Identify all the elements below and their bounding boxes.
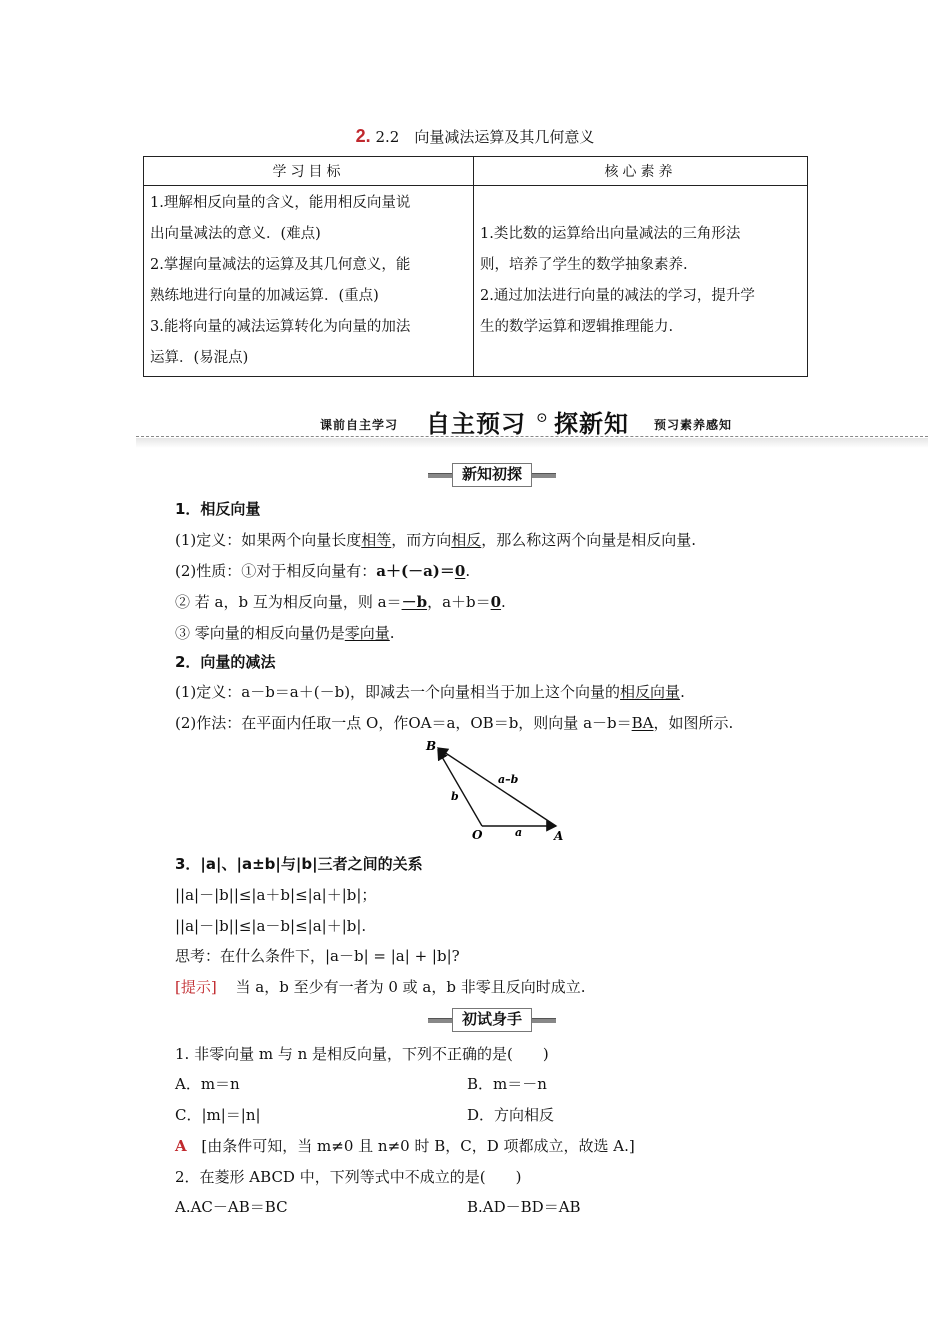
title-number: 2.: [355, 126, 371, 146]
goal-line: 2.掌握向量减法的运算及其几何意义，能: [150, 257, 411, 273]
label-a: a: [515, 826, 523, 839]
literacy-line: 2.通过加法进行向量的减法的学习，提升学: [480, 288, 755, 304]
heading-vector-subtraction: 2．向量的减法: [175, 653, 276, 671]
relation-2: ||a|－|b||≤|a－b|≤|a|＋|b|.: [175, 917, 367, 935]
label-O: O: [472, 828, 483, 842]
goal-line: 3.能将向量的减法运算转化为向量的加法: [150, 319, 411, 335]
answer-letter: A: [175, 1137, 187, 1155]
goal-line: 熟练地进行向量的加减运算．(重点): [150, 288, 379, 304]
vector-b-line: [438, 750, 482, 826]
question-1-stem: 1. 非零向量 m 与 n 是相反向量，下列不正确的是( ): [175, 1045, 549, 1063]
objectives-table: [143, 156, 808, 377]
answer-explanation: [由条件可知，当 m≠0 且 n≠0 时 B，C，D 项都成立，故选 A.]: [201, 1137, 635, 1155]
question-1-option-a: A．m＝n: [175, 1075, 240, 1093]
opposite-property-1: (2)性质：①对于相反向量有：a＋(－a)＝0.: [175, 562, 471, 580]
heading-opposite-vectors: 1．相反向量: [175, 500, 261, 518]
label-A: A: [554, 829, 564, 843]
goal-line: 运算．(易混点): [150, 350, 249, 366]
question-2-option-a: A.AC－AB＝BC: [175, 1198, 288, 1216]
header-learning-goals: 学习目标: [144, 157, 474, 186]
literacy-line: 1.类比数的运算给出向量减法的三角形法: [480, 226, 741, 242]
section-title: [0, 126, 950, 147]
preview-banner: [136, 404, 928, 444]
vector-subtraction-figure: [420, 738, 570, 844]
banner-center-1: 自主预习: [426, 410, 526, 438]
subtraction-definition: (1)定义：a－b＝a＋(－b)，即减去一个向量相当于加上这个向量的相反向量.: [175, 683, 685, 701]
section-tag-new-knowledge: 新知初探: [428, 463, 556, 485]
header-core-literacy: 核心素养: [474, 157, 808, 186]
question-1-option-c: C．|m|＝|n|: [175, 1106, 261, 1124]
opposite-definition: (1)定义：如果两个向量长度相等，而方向相反，那么称这两个向量是相反向量.: [175, 531, 697, 549]
relation-1: ||a|－|b||≤|a＋b|≤|a|＋|b|；: [175, 886, 377, 904]
vector-a-minus-b-line: [438, 748, 556, 826]
hint-text: 当 a，b 至少有一者为 0 或 a，b 非零且反向时成立.: [235, 978, 586, 996]
hint: [175, 976, 586, 997]
question-1-option-d: D．方向相反: [467, 1106, 555, 1124]
think-question: 思考：在什么条件下，|a－b| = |a| + |b|?: [175, 947, 460, 965]
question-2-option-b: B.AD－BD＝AB: [467, 1198, 581, 1216]
label-b: b: [451, 790, 459, 803]
literacy-line: 则，培养了学生的数学抽象素养.: [480, 257, 688, 273]
question-1-option-b: B．m＝－n: [467, 1075, 547, 1093]
question-2-stem: 2．在菱形 ABCD 中，下列等式中不成立的是( ): [175, 1168, 522, 1186]
question-1-answer: [175, 1135, 635, 1156]
banner-right: 预习素养感知: [654, 418, 733, 432]
section-tag-try: 初试身手: [428, 1008, 556, 1030]
banner-center-2: 探新知: [554, 410, 629, 438]
goal-line: 1.理解相反向量的含义，能用相反向量说: [150, 195, 411, 211]
literacy-line: 生的数学运算和逻辑推理能力.: [480, 319, 674, 335]
heading-magnitude-relation: 3．|a|、|a±b|与|b|三者之间的关系: [175, 855, 423, 873]
learning-goals-cell: [144, 186, 474, 377]
label-a-minus-b: a–b: [498, 773, 519, 786]
subtraction-construction: (2)作法：在平面内任取一点 O，作OA＝a，OB＝b，则向量 a－b＝BA，如图所示.: [175, 714, 734, 732]
opposite-property-3: ③ 零向量的相反向量仍是零向量.: [175, 624, 395, 642]
label-B: B: [426, 739, 437, 753]
title-text: 2.2 向量减法运算及其几何意义: [375, 128, 595, 146]
banner-left: 课前自主学习: [320, 418, 399, 432]
hint-label: [提示]: [175, 978, 217, 996]
arrow-icon: ⊙: [536, 410, 548, 426]
goal-line: 出向量减法的意义．(难点): [150, 226, 321, 242]
core-literacy-cell: [474, 186, 808, 377]
opposite-property-2: ② 若 a，b 互为相反向量，则 a＝－b，a＋b＝0.: [175, 593, 506, 611]
